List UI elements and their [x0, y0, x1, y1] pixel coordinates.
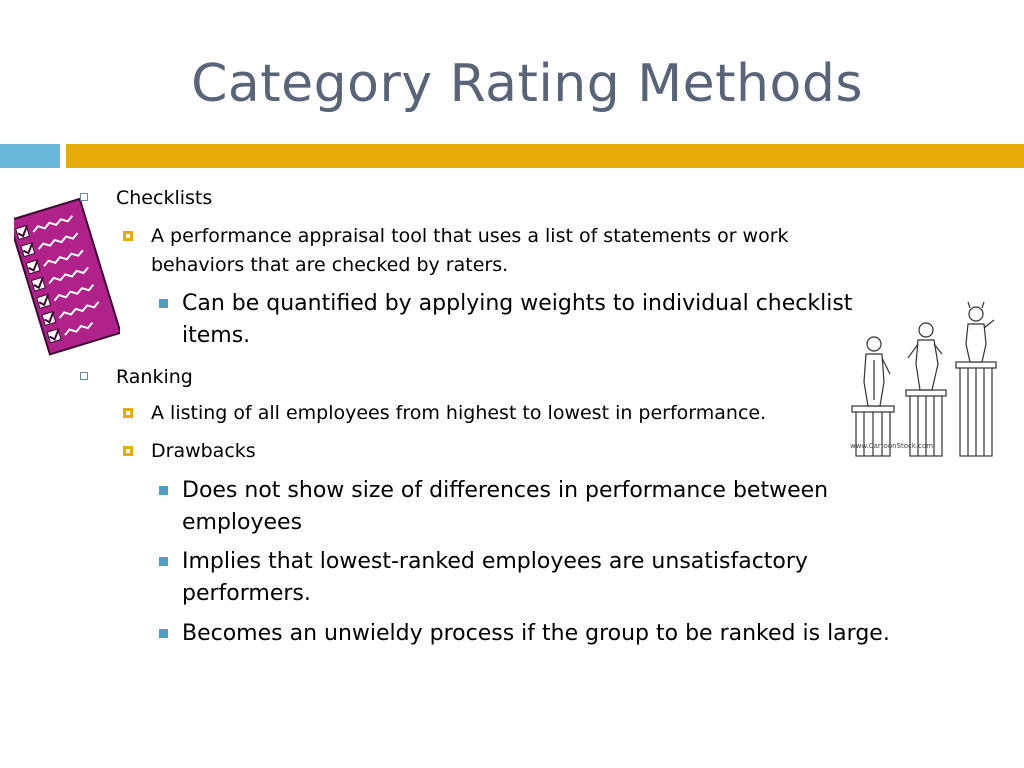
bullet-checklists [80, 186, 212, 210]
bullet-drawbacks [120, 437, 880, 466]
bullet-text: Becomes an unwieldy process if the group to be ranked is large. [182, 621, 890, 646]
bullet-drawback-unwieldy [156, 618, 986, 650]
accent-bar-blue [0, 144, 60, 168]
bullet-ranking [80, 365, 193, 389]
gold-square-bullet-icon [123, 231, 133, 241]
hollow-square-bullet-icon [80, 193, 88, 201]
bullet-text: Drawbacks [151, 440, 256, 462]
bullet-text: Can be quantified by applying weights to individual checklist items. [182, 291, 853, 348]
slide-title: Category Rating Methods [191, 54, 863, 114]
accent-bar-gold [66, 144, 1024, 168]
bullet-text: A listing of all employees from highest to lowest in performance. [151, 402, 767, 424]
bullet-text: Does not show size of differences in performance between employees [182, 478, 829, 535]
bullet-drawback-size [156, 475, 896, 539]
bullet-checklist-weights [156, 288, 926, 352]
checklist-clipart-icon [14, 196, 120, 358]
blue-square-bullet-icon [159, 629, 168, 638]
hollow-square-bullet-icon [80, 372, 88, 380]
bullet-drawback-lowest [156, 546, 866, 610]
cartoon-credit: www.CartoonStock.com [850, 442, 934, 450]
bullet-checklist-definition [120, 222, 880, 280]
gold-square-bullet-icon [123, 408, 133, 418]
bullet-text: Ranking [116, 366, 193, 388]
gold-square-bullet-icon [123, 446, 133, 456]
bullet-ranking-definition [120, 399, 880, 428]
bullet-text: Implies that lowest-ranked employees are unsatisfactory performers. [182, 549, 808, 606]
blue-square-bullet-icon [159, 299, 168, 308]
bullet-text: Checklists [116, 187, 213, 209]
bullet-text: A performance appraisal tool that uses a list of statements or work behaviors that are checked by raters. [151, 225, 789, 276]
blue-square-bullet-icon [159, 557, 168, 566]
blue-square-bullet-icon [159, 486, 168, 495]
